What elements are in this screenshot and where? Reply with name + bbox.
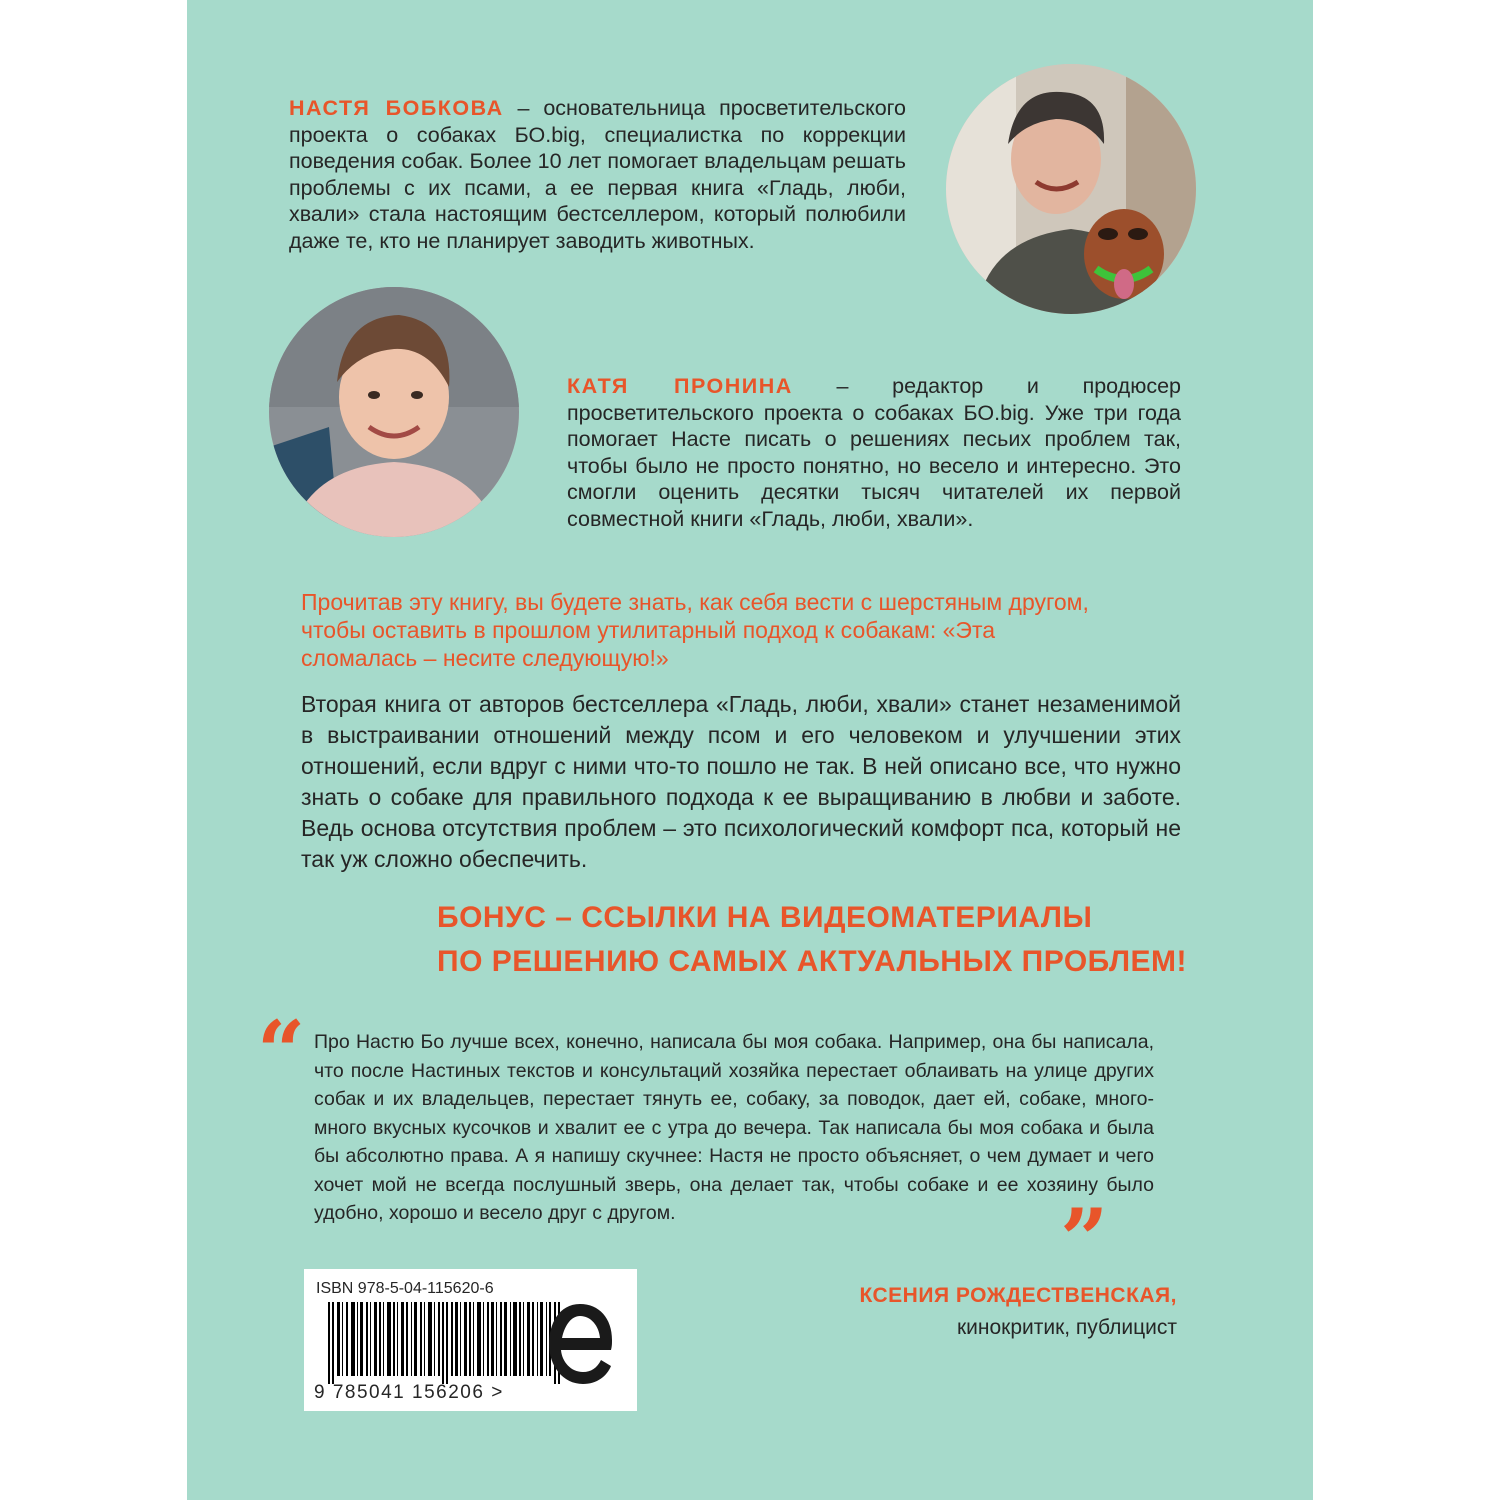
quote-close-mark: ” — [1060, 1190, 1109, 1289]
description-paragraph: Вторая книга от авторов бестселлера «Гладь, люби, хвали» станет незаменимой в выстраивании отношений между псом и его человеком и улучшении этих отношений, если вдруг с ними что-то пошло не так. В ней описано все, что нужно знать о собаке для правильного подхода к ее выращиванию в любви и заботе. Ведь основа отсутствия проблем – это психологический комфорт пса, который не так уж сложно обеспечить. — [301, 691, 1181, 872]
author2-name: КАТЯ ПРОНИНА — [567, 374, 793, 398]
isbn-digits: 9 785041 156206 > — [314, 1382, 504, 1403]
author1-bio: – основательница просветительского проекта о собаках БО.big, специалистка по коррекции поведения собак. Более 10 лет помогает владельцам решать проблемы с их псами, а ее первая книга «Гладь, люби, хвали» стала настоящим бестселлером, который полюбили даже те, кто не планирует заводить животных. — [289, 96, 906, 253]
author2-photo — [269, 287, 519, 537]
review-quote: Про Настю Бо лучше всех, конечно, написала бы моя собака. Например, она бы написала, что после Настиных текстов и консультаций хозяйка перестает облаивать на улице других собак и их владельцев, перестает тянуть ее, собаку, за поводок, дает ей, собаке, много-много вкусных кусочков и хвалит ее с утра до вечера. Так написала бы моя собака и была бы абсолютно права. А я напишу скучнее: Настя не просто объясняет, о чем думает и чего хочет мой не всегда послушный зверь, она делает так, чтобы собаке и ее хозяину было удобно, хорошо и весело друг с другом. — [314, 1031, 1154, 1224]
author1-photo — [946, 64, 1196, 314]
barcode-graphic — [328, 1302, 578, 1384]
bonus-line-2: ПО РЕШЕНИЮ САМЫХ АКТУАЛЬНЫХ ПРОБЛЕМ! — [437, 945, 1188, 978]
isbn-label: ISBN 978-5-04-115620-6 — [316, 1280, 494, 1297]
author2-bio: – редактор и продюсер просветительского проекта о собаках БО.big. Уже три года помогает Насте писать о решениях песьих проблем так, чтобы было не просто понятно, но весело и интересно. Это смогли оценить десятки тысяч читателей их первой совместной книги «Гладь, люби, хвали». — [567, 374, 1181, 531]
quote-open-mark: “ — [257, 1002, 306, 1101]
bonus-line-1: БОНУС – ССЫЛКИ НА ВИДЕОМАТЕРИАЛЫ — [437, 901, 1093, 934]
author2-bio-block — [567, 373, 1181, 532]
lead-paragraph: Прочитав эту книгу, вы будете знать, как себя вести с шерстяным другом, чтобы оставить в прошлом утилитарный подход к собакам: «Эта сломалась – несите следующую!» — [301, 589, 1089, 671]
reviewer-name: КСЕНИЯ РОЖДЕСТВЕНСКАЯ, — [859, 1284, 1177, 1307]
author1-name: НАСТЯ БОБКОВА — [289, 96, 504, 120]
bonus-heading — [437, 896, 1197, 984]
reviewer-role: кинокритик, публицист — [956, 1316, 1177, 1339]
eksmo-logo-icon — [545, 1300, 615, 1388]
author1-bio-block — [289, 95, 906, 254]
reviewer-signature — [859, 1284, 1177, 1340]
